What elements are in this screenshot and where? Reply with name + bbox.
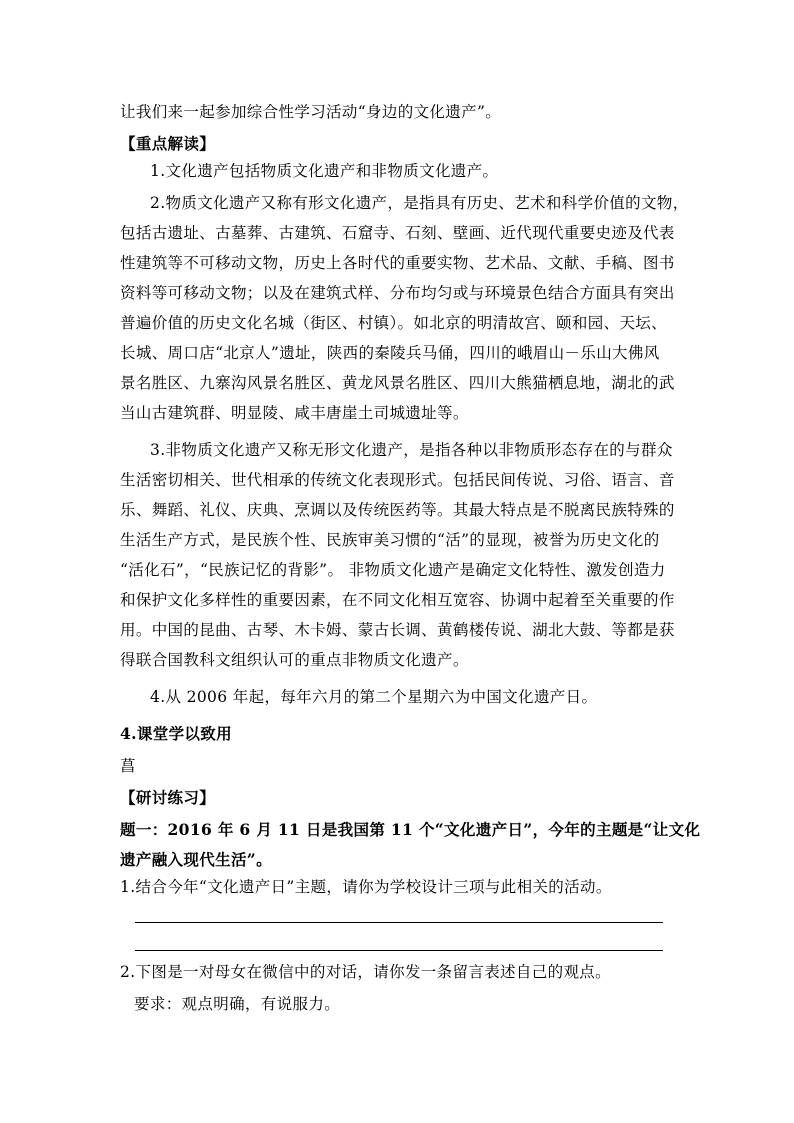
key-point-2-line: 普遍价值的历史文化名城（街区、村镇）。如北京的明清故宫、颐和园、天坛、 (120, 314, 668, 332)
key-point-2-line: 景名胜区、九寨沟风景名胜区、黄龙风景名胜区、四川大熊猫栖息地，湖北的武 (120, 374, 675, 392)
key-point-2-line: 性建筑等不可移动文物，历史上各时代的重要实物、艺术品、文献、手稿、图书 (120, 254, 675, 272)
answer-line[interactable] (135, 950, 663, 951)
key-point-3-line: 3.非物质文化遗产又称无形文化遗产，是指各种以非物质形态存在的与群众 (150, 441, 673, 459)
section-4-heading: 4.课堂学以致用 (120, 724, 232, 743)
question-1-title-line: 题一：2016 年 6 月 11 日是我国第 11 个“文化遗产日”，今年的主题是“让文化 (120, 820, 701, 839)
key-point-3-line: 用。中国的昆曲、古琴、木卡姆、蒙古长调、黄鹤楼传说、湖北大鼓、等都是获 (120, 621, 675, 639)
key-point-3-line: 得联合国教科文组织认可的重点非物质文化遗产。 (120, 651, 469, 669)
key-point-1: 1.文化遗产包括物质文化遗产和非物质文化遗产。 (150, 162, 499, 180)
key-point-3-line: 生活密切相关、世代相承的传统文化表现形式。包括民间传说、习俗、语言、音 (120, 471, 675, 489)
key-point-2-line: 包括古遗址、古墓葬、古建筑、石窟寺、石刻、壁画、近代现代重要史迹及代表 (120, 224, 675, 242)
stray-character: 菖 (120, 757, 136, 775)
key-point-3-line: 乐、舞蹈、礼仪、庆典、烹调以及传统医药等。其最大特点是不脱离民族特殊的 (120, 501, 675, 519)
key-points-heading: 【重点解读】 (120, 134, 216, 153)
intro-text: 让我们来一起参加综合性学习活动“身边的文化遗产”。 (120, 103, 502, 121)
key-point-2-line: 资料等可移动文物；以及在建筑式样、分布均匀或与环境景色结合方面具有突出 (120, 284, 675, 302)
question-1-item: 1.结合今年“文化遗产日”主题，请你为学校设计三项与此相关的活动。 (120, 878, 612, 896)
key-point-3-line: 和保护文化多样性的重要因素，在不同文化相互宽容、协调中起着至关重要的作 (120, 591, 675, 609)
question-2-requirement: 要求：观点明确，有说服力。 (134, 995, 341, 1013)
key-point-4: 4.从 2006 年起，每年六月的第二个星期六为中国文化遗产日。 (150, 688, 598, 706)
key-point-2-line: 长城、周口店“北京人”遗址，陕西的秦陵兵马俑，四川的峨眉山－乐山大佛风 (120, 344, 660, 362)
practice-heading: 【研讨练习】 (120, 788, 216, 807)
answer-line[interactable] (135, 922, 663, 923)
key-point-3-line: “活化石”，“民族记忆的背影”。 非物质文化遗产是确定文化特性、激发创造力 (120, 561, 666, 579)
question-2-item: 2.下图是一对母女在微信中的对话，请你发一条留言表述自己的观点。 (120, 963, 611, 981)
key-point-2-line: 当山古建筑群、明显陵、咸丰唐崖土司城遗址等。 (120, 404, 469, 422)
question-1-title-line: 遗产融入现代生活”。 (120, 850, 272, 869)
key-point-2-line: 2.物质文化遗产又称有形文化遗产，是指具有历史、艺术和科学价值的文物， (150, 194, 689, 212)
key-point-3-line: 生活生产方式，是民族个性、民族审美习惯的“活”的显现，被誉为历史文化的 (120, 531, 660, 549)
